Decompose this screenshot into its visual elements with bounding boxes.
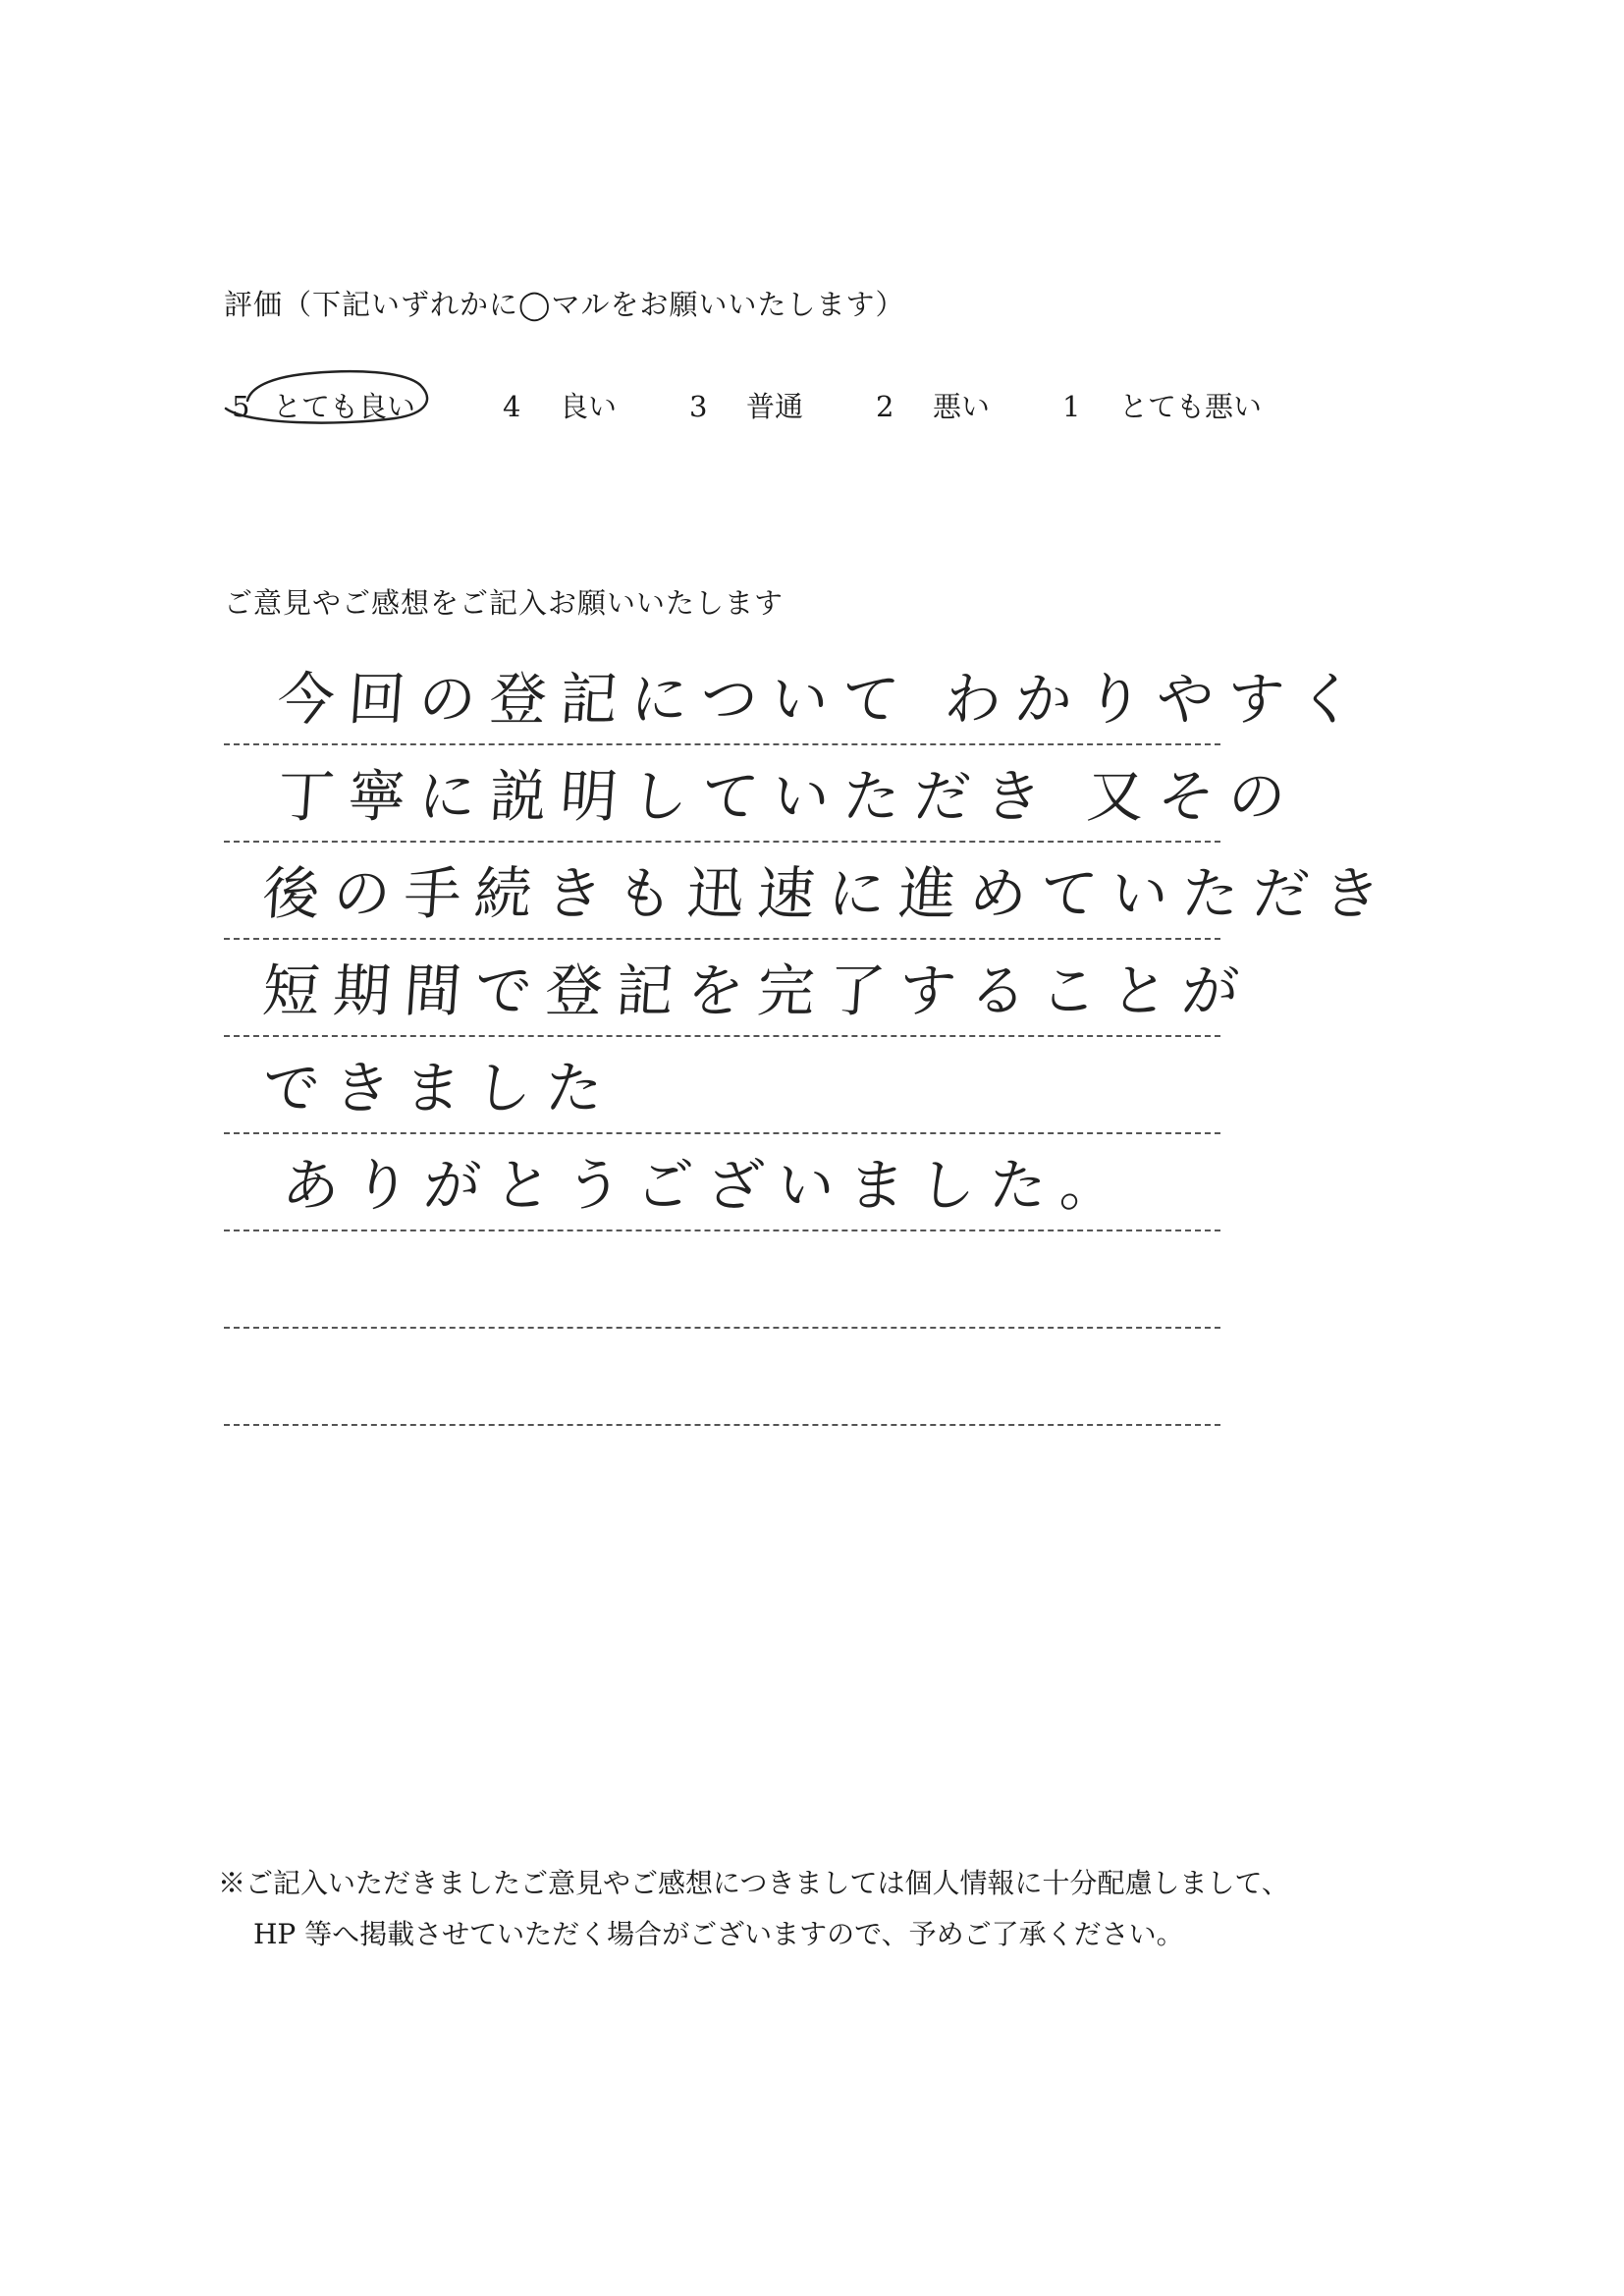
comment-line [224,745,1302,843]
rating-label: 悪い [933,390,991,423]
rating-option-4[interactable] [503,385,617,425]
handwritten-text: できました [260,1055,620,1121]
rating-option-2[interactable] [876,385,990,425]
notice-line: ※ご記入いただきましたご意見やご感想につきましては個人情報に十分配慮しまして、 [218,1867,1289,1899]
rating-label: とても悪い [1119,390,1263,423]
comment-line [224,843,1397,940]
comment-line [224,1231,1220,1329]
handwritten-text: ありがとうございました。 [280,1152,1134,1219]
rating-label: とても良い [273,390,416,423]
comments-heading: ご意見やご感想をご記入お願いいたします [224,586,785,620]
handwritten-text: 短期間で登記を完了することが [260,957,1256,1024]
handwritten-text: 後の手続きも迅速に進めていただき [260,860,1397,927]
rating-options [0,385,1624,434]
rating-option-5[interactable] [232,385,415,425]
privacy-notice [218,1858,1289,1960]
handwritten-text: 今回の登記について わかりやすく [275,666,1372,733]
rating-heading: 評価（下記いずれかに◯マルをお願いいたします） [224,288,905,321]
comment-line [224,1329,1220,1426]
comment-line [224,940,1256,1037]
rating-option-3[interactable] [689,385,803,425]
comment-line [224,648,1372,745]
rating-number: 1 [1062,390,1081,423]
comment-line [224,1134,1220,1231]
rating-label: 普通 [746,390,804,423]
handwritten-text: 丁寧に説明していただき 又その [275,763,1302,830]
rating-label: 良い [560,390,618,423]
rating-number: 4 [503,390,521,423]
comment-line [224,1037,1220,1134]
rating-number: 5 [232,390,250,423]
notice-line: HP 等へ掲載させていただく場合がございますので、予めご了承ください。 [253,1918,1184,1950]
rating-option-1[interactable] [1062,385,1262,425]
comment-box[interactable] [224,648,1397,1453]
rating-number: 2 [876,390,894,423]
rating-number: 3 [689,390,708,423]
